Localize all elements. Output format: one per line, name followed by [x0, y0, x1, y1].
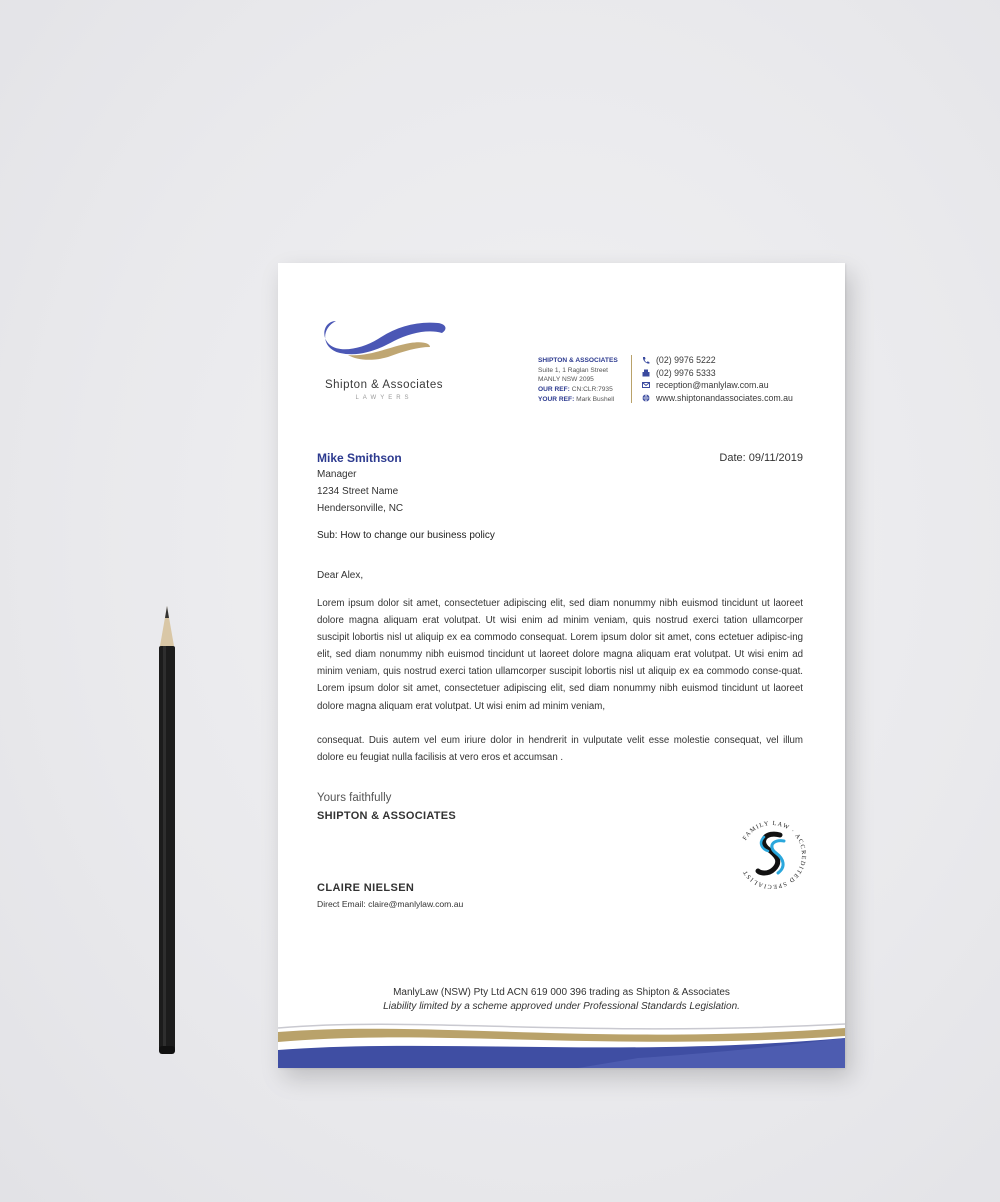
- fax-number: (02) 9976 5333: [656, 367, 716, 378]
- phone-icon: [642, 356, 650, 364]
- firm-logo: [314, 315, 464, 407]
- website-link[interactable]: www.shiptonandassociates.com.au: [656, 392, 793, 403]
- contact-phone: [642, 354, 793, 367]
- recipient-city: Hendersonville, NC: [317, 503, 404, 514]
- contact-web: [642, 392, 793, 405]
- your-ref-label: YOUR REF:: [538, 395, 575, 403]
- address-block: [538, 356, 618, 405]
- wave-logo-icon: [318, 315, 448, 367]
- phone-number: (02) 9976 5222: [656, 355, 716, 365]
- your-ref-value: Mark Bushell: [576, 395, 615, 403]
- your-ref: [538, 395, 618, 405]
- letterhead-sheet: [278, 263, 845, 1068]
- footer-wave-decoration: [278, 1018, 845, 1068]
- our-ref: [538, 385, 618, 395]
- footer-liability-line: Liability limited by a scheme approved under Professional Standards Legislation.: [383, 1001, 740, 1012]
- pencil-image: [156, 606, 178, 1054]
- our-ref-label: OUR REF:: [538, 386, 570, 394]
- address-line2: MANLY NSW 2095: [538, 376, 594, 384]
- signature-firm: SHIPTON & ASSOCIATES: [317, 810, 457, 822]
- recipient-name: Mike Smithson: [317, 451, 402, 465]
- email-address[interactable]: reception@manlylaw.com.au: [656, 380, 769, 391]
- recipient-title: Manager: [317, 469, 357, 480]
- signer-direct-email: Direct Email: claire@manlylaw.com.au: [317, 899, 464, 909]
- body-paragraph-2: consequat. Duis autem vel eum iriure dolor in hendrerit in vulputate velit esse molestie consequat, vel illum dolore eu feugiat nulla facilisis at vero eros et accumsan .: [317, 735, 803, 764]
- header-divider: [631, 355, 632, 403]
- letter-subject: Sub: How to change our business policy: [317, 530, 495, 541]
- letter-date: Date: 09/11/2019: [719, 452, 803, 464]
- recipient-street: 1234 Street Name: [317, 486, 399, 497]
- contact-fax: [642, 367, 793, 380]
- signer-name: CLAIRE NIELSEN: [317, 882, 415, 894]
- address-firm: SHIPTON & ASSOCIATES: [538, 357, 618, 364]
- accredited-specialist-seal-icon: [734, 817, 810, 893]
- footer-company-line: ManlyLaw (NSW) Pty Ltd ACN 619 000 396 trading as Shipton & Associates: [393, 987, 730, 998]
- logo-firm-name: Shipton & Associates: [324, 379, 444, 391]
- svg-text:FAMILY LAW · ACCREDITED SPECIA: FAMILY LAW · ACCREDITED SPECIALIST: [741, 819, 808, 891]
- contact-block: [642, 354, 793, 404]
- logo-subtitle: LAWYERS: [355, 395, 413, 401]
- recipient-block: [317, 450, 403, 517]
- contact-email: [642, 379, 793, 392]
- our-ref-value: CN:CLR:7935: [571, 386, 613, 394]
- salutation: Dear Alex,: [317, 570, 364, 581]
- closing-line: Yours faithfully: [317, 792, 392, 804]
- address-line1: Suite 1, 1 Raglan Street: [538, 366, 609, 374]
- fax-icon: [642, 369, 650, 377]
- email-icon: [642, 381, 650, 389]
- body-paragraph-1: Lorem ipsum dolor sit amet, consectetuer adipiscing elit, sed diam nonummy nibh euismod tincidunt ut laoreet dolore magna aliquam erat volutpat. Ut wisi enim ad minim veniam, quis nostrud exerci tation ullamcorper suscipit lobortis nisl ut aliquip ex ea commodo consequat. Lorem ipsum dolor sit amet, cons ectetuer adipisc-ing elit, sed diam nonummy nibh euismod tincidunt ut laoreet dolore magna aliquam erat volutpat. Ut wisi enim ad minim veniam, quis nostrud exerci tation ullamcorper suscipit lobortis nisl ut aliquip ex ea commodo conse-quat. Lorem ipsum dolor sit amet, consectetuer adipiscing elit, sed diam nonummy nibh euismod tincidunt ut laoreet dolore magna aliquam erat volutpat. Ut wisi enim ad minim veniam,: [317, 598, 803, 712]
- globe-icon: [642, 394, 650, 402]
